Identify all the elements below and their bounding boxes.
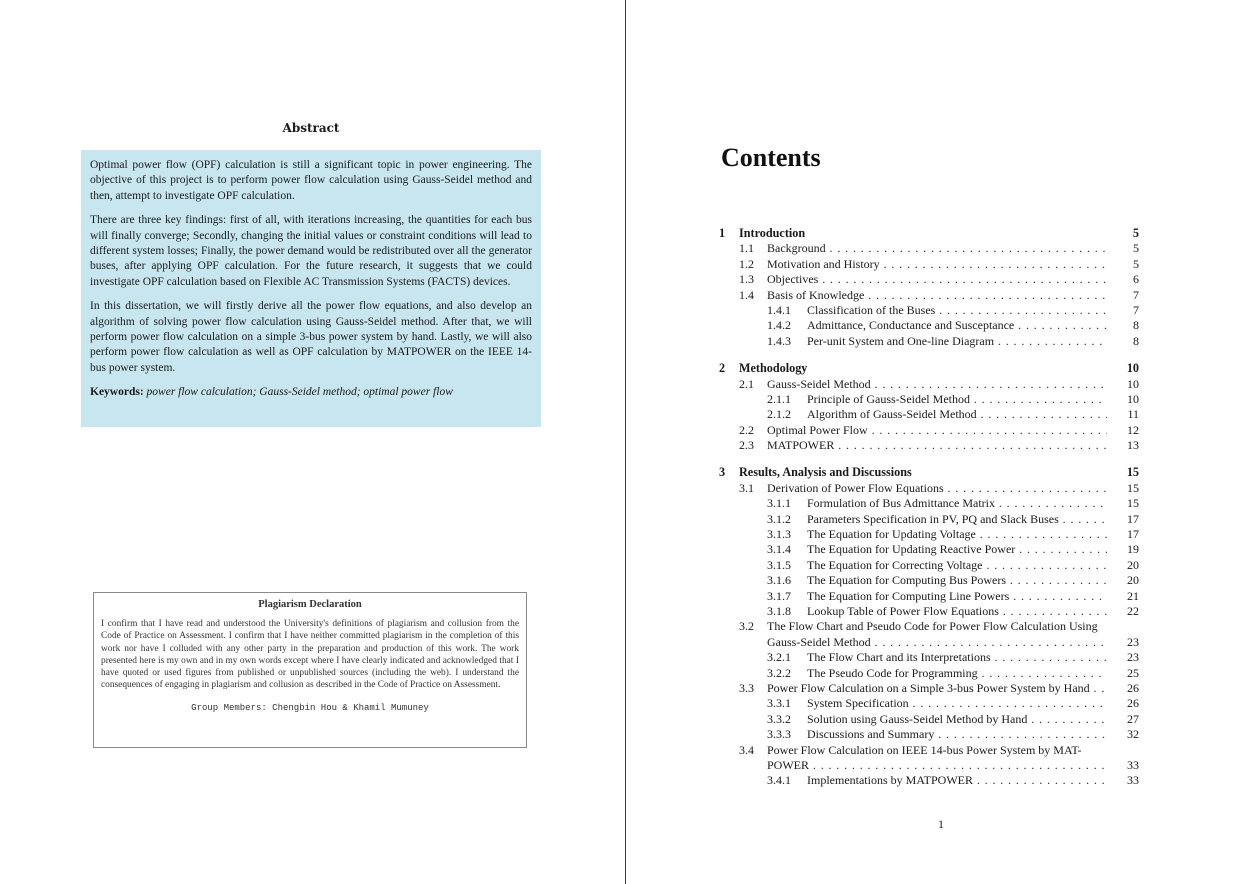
toc-entry-3.1.4[interactable] [719,542,1139,557]
toc-number: 1 [719,226,726,240]
toc-number: 2.1.2 [767,407,791,422]
toc-page: 15 [1127,480,1139,495]
toc-page: 23 [1127,650,1139,665]
toc-page: 23 [1127,634,1139,649]
toc-page: 10 [1127,391,1139,406]
toc-number: 3.1.3 [767,527,791,542]
toc-page: 8 [1133,333,1139,348]
toc-page: 17 [1127,511,1139,526]
toc-entry-1.3[interactable] [719,272,1139,287]
toc-page: 15 [1127,496,1139,511]
toc-number: 3.2.2 [767,665,791,680]
toc-number: 3.2 [739,619,754,634]
toc-number: 1.2 [739,256,754,271]
keywords-text: power flow calculation; Gauss-Seidel method; optimal power flow [146,386,453,399]
abstract-box [81,150,541,427]
toc-number: 3.1.6 [767,573,791,588]
toc-title: The Pseudo Code for Programming . . . [807,666,1107,681]
toc-page: 17 [1127,527,1139,542]
toc-number: 2.1.1 [767,391,791,406]
toc-number: 3.1.8 [767,603,791,618]
toc-page: 5 [1133,241,1139,256]
toc-number: 3.1.5 [767,557,791,572]
toc-number: 3.1.2 [767,511,791,526]
toc-title: Power Flow Calculation on a Simple 3-bus Power System by Hand . . . [767,681,1107,696]
toc-number: 3.1.4 [767,542,791,557]
toc-entry-1.4.1[interactable] [719,303,1139,318]
toc-entry-2.1[interactable] [719,377,1139,392]
plagiarism-title: Plagiarism Declaration [258,599,362,610]
toc-title: Motivation and History . . . [767,257,1107,272]
toc-number: 3.2.1 [767,650,791,665]
abstract-paragraph: Optimal power flow (OPF) calculation is still a significant topic in power engineering. The objective of this project is to perform power flow calculation using Gauss-Seidel method and then, attempt to investigate OPF calculation. [90,159,532,202]
toc-title: Implementations by MATPOWER . . . [807,773,1107,788]
toc-title: The Equation for Computing Line Powers . . . [807,589,1107,604]
toc-title: Per-unit System and One-line Diagram . . . [807,334,1107,349]
toc-page: 8 [1133,318,1139,333]
toc-page: 20 [1127,573,1139,588]
toc-title: The Equation for Updating Reactive Power . . . [807,542,1107,557]
toc-number: 1.4.2 [767,318,791,333]
toc-number: 2 [719,361,726,376]
toc-page: 13 [1127,438,1139,453]
left-page [0,0,625,884]
toc-entry-1.1[interactable] [719,241,1139,256]
toc-number: 1.4.3 [767,333,791,348]
toc-page: 5 [1132,226,1139,240]
toc-title: Parameters Specification in PV, PQ and Slack Buses . . . [807,512,1107,527]
toc-number: 3.4.1 [767,773,791,788]
toc-entry-3.2.2[interactable] [719,666,1139,681]
toc-entry-3.3.3[interactable] [719,727,1139,742]
keywords-line [90,385,532,400]
toc-title: The Equation for Computing Bus Powers . . . [807,573,1107,588]
toc-title: Solution using Gauss-Seidel Method by Hand . . . [807,712,1107,727]
toc-page: 26 [1127,696,1139,711]
toc-title: Formulation of Bus Admittance Matrix . . . [807,496,1107,511]
toc-entry-3.3[interactable] [719,681,1139,696]
toc-gap [719,453,1139,465]
toc-number: 3.1 [739,480,754,495]
toc-title: The Equation for Updating Voltage . . . [807,527,1107,542]
toc-number: 3.3.2 [767,711,791,726]
toc-title: Basis of Knowledge . . . [767,288,1107,303]
toc-entry-3.1[interactable] [719,481,1139,496]
toc-entry-3.3.2[interactable] [719,712,1139,727]
toc-page: 15 [1126,465,1139,480]
right-page [626,0,1251,884]
toc-page: 33 [1127,757,1139,772]
toc-page: 10 [1127,376,1139,391]
page-number: 1 [938,817,944,831]
plagiarism-declaration-box [93,592,527,748]
toc-title: MATPOWER . . . [767,438,1107,453]
toc-title: POWER . . . [767,758,1107,773]
toc-entry-3.1.2[interactable] [719,512,1139,527]
toc-entry-3.1.1[interactable] [719,496,1139,511]
toc-number: 1.4.1 [767,302,791,317]
abstract-paragraph: In this dissertation, we will firstly derive all the power flow equations, and also develop an algorithm of solving power flow calculation using Gauss-Seidel method. After that, we will perform power flow calculation on a simple 3-bus power system by hand. Lastly, we will also perform power flow calculation as well as OPF calculation by MATPOWER on the IEEE 14-bus power system. [90,300,532,374]
toc-page: 5 [1133,256,1139,271]
toc-entry-3.4[interactable] [719,743,1139,758]
toc-number: 1.4 [739,287,754,302]
toc-number: 2.2 [739,422,754,437]
toc-entry-2.1.1[interactable] [719,392,1139,407]
toc-chapter-3[interactable] [719,465,1139,480]
toc-entry-1.4.3[interactable] [719,334,1139,349]
toc-number: 3.1.7 [767,588,791,603]
toc-entry-1.4.2[interactable] [719,318,1139,333]
toc-entry-1.2[interactable] [719,257,1139,272]
toc-page: 7 [1133,302,1139,317]
abstract-title: Abstract [282,121,340,135]
toc-entry-3.2.1[interactable] [719,650,1139,665]
toc-page: 21 [1127,588,1139,603]
toc-title: Results, Analysis and Discussions [739,465,912,480]
toc-title: Derivation of Power Flow Equations . . . [767,481,1107,496]
abstract-paragraph: There are three key findings: first of all, with iterations increasing, the quantities for each bus will finally converge; Secondly, changing the initial values or constraint conditions will lead to different system losses; Finally, the power demand would be redistributed over all the generator buses, after applying OPF calculation. For the future research, it suggests that we could investigate OPF calculation based on Flexible AC Transmission Systems (FACTS) devices. [90,214,532,288]
contents-heading: Contents [721,143,821,172]
toc-entry-2.3[interactable] [719,438,1139,453]
toc-title: Gauss-Seidel Method . . . [767,635,1107,650]
toc-page: 12 [1127,422,1139,437]
toc-page: 33 [1127,773,1139,788]
toc-title: Classification of the Buses . . . [807,303,1107,318]
toc-title: The Flow Chart and its Interpretations . . . [807,650,1107,665]
toc-entry-3.1.3[interactable] [719,527,1139,542]
toc-number: 3.3.3 [767,727,791,742]
toc-number: 1.1 [739,241,754,256]
toc-number: 3.4 [739,742,754,757]
toc-chapter-1[interactable] [719,226,1139,241]
toc-number: 2.1 [739,376,754,391]
plagiarism-body: I confirm that I have read and understood the University's definitions of plagiarism and collusion from the Code of Practice on Assessment. I confirm that I have neither committed plagiarism in the completion of this work nor have I colluded with any other party in the preparation and production of this work. The work presented here is my own and in my own words except where I have clearly indicated and acknowledged that I have quoted or used figures from published or unpublished sources (including the web). I understand the consequences of engaging in plagiarism and collusion as described in the Code of Practice on Assessment. [101,619,519,691]
toc-page: 11 [1127,407,1139,422]
toc-entry-2.2[interactable] [719,423,1139,438]
toc-gap [719,349,1139,361]
toc-number: 3.1.1 [767,496,791,511]
toc-page: 7 [1133,287,1139,302]
toc-entry-3.1.6[interactable] [719,573,1139,588]
toc-entry-3.1.7[interactable] [719,589,1139,604]
toc-page: 26 [1127,680,1139,695]
toc-title: Algorithm of Gauss-Seidel Method . . . [807,407,1107,422]
keywords-label: Keywords: [90,386,144,399]
toc-chapter-2[interactable] [719,361,1139,376]
toc-entry-2.1.2[interactable] [719,407,1139,422]
toc-page: 19 [1127,542,1139,557]
toc-title: Principle of Gauss-Seidel Method . . . [807,392,1107,407]
toc-page: 27 [1127,711,1139,726]
toc-title: Optimal Power Flow . . . [767,423,1107,438]
toc-page: 6 [1133,272,1139,287]
toc-title: Methodology [739,361,808,376]
group-members: Group Members: Chengbin Hou & Khamil Mumuney [191,702,429,713]
toc-number: 3.3 [739,680,754,695]
toc-page: 20 [1127,557,1139,572]
toc-title: Discussions and Summary . . . [807,727,1107,742]
toc-title: The Equation for Correcting Voltage . . . [807,558,1107,573]
toc-number: 3 [719,465,726,480]
toc-title: Power Flow Calculation on IEEE 14-bus Power System by MAT- [767,742,1082,757]
toc-entry-3.1.5[interactable] [719,558,1139,573]
toc-number: 3.3.1 [767,696,791,711]
toc-page: 25 [1127,665,1139,680]
toc-page: 22 [1127,603,1139,618]
toc-entry-3.2[interactable] [719,619,1139,634]
toc-title: Objectives . . . [767,272,1107,287]
toc-entry-3.3.1[interactable] [719,696,1139,711]
toc-number: 2.3 [739,438,754,453]
toc-title: System Specification . . . [807,696,1107,711]
toc-title: The Flow Chart and Pseudo Code for Power Flow Calculation Using [767,619,1098,634]
toc-title: Lookup Table of Power Flow Equations . . . [807,604,1107,619]
toc-number: 1.3 [739,272,754,287]
toc-page: 10 [1126,361,1139,376]
toc-entry-3.4.1[interactable] [719,773,1139,788]
table-of-contents [719,226,1139,789]
toc-entry-3.1.8[interactable] [719,604,1139,619]
toc-title: Gauss-Seidel Method . . . [767,377,1107,392]
toc-page: 32 [1127,727,1139,742]
toc-title: Admittance, Conductance and Susceptance . . . [807,318,1107,333]
toc-entry-continued[interactable] [719,758,1139,773]
toc-title: Introduction [739,226,806,240]
toc-title: Background . . . [767,241,1107,256]
toc-entry-1.4[interactable] [719,288,1139,303]
toc-entry-continued[interactable] [719,635,1139,650]
